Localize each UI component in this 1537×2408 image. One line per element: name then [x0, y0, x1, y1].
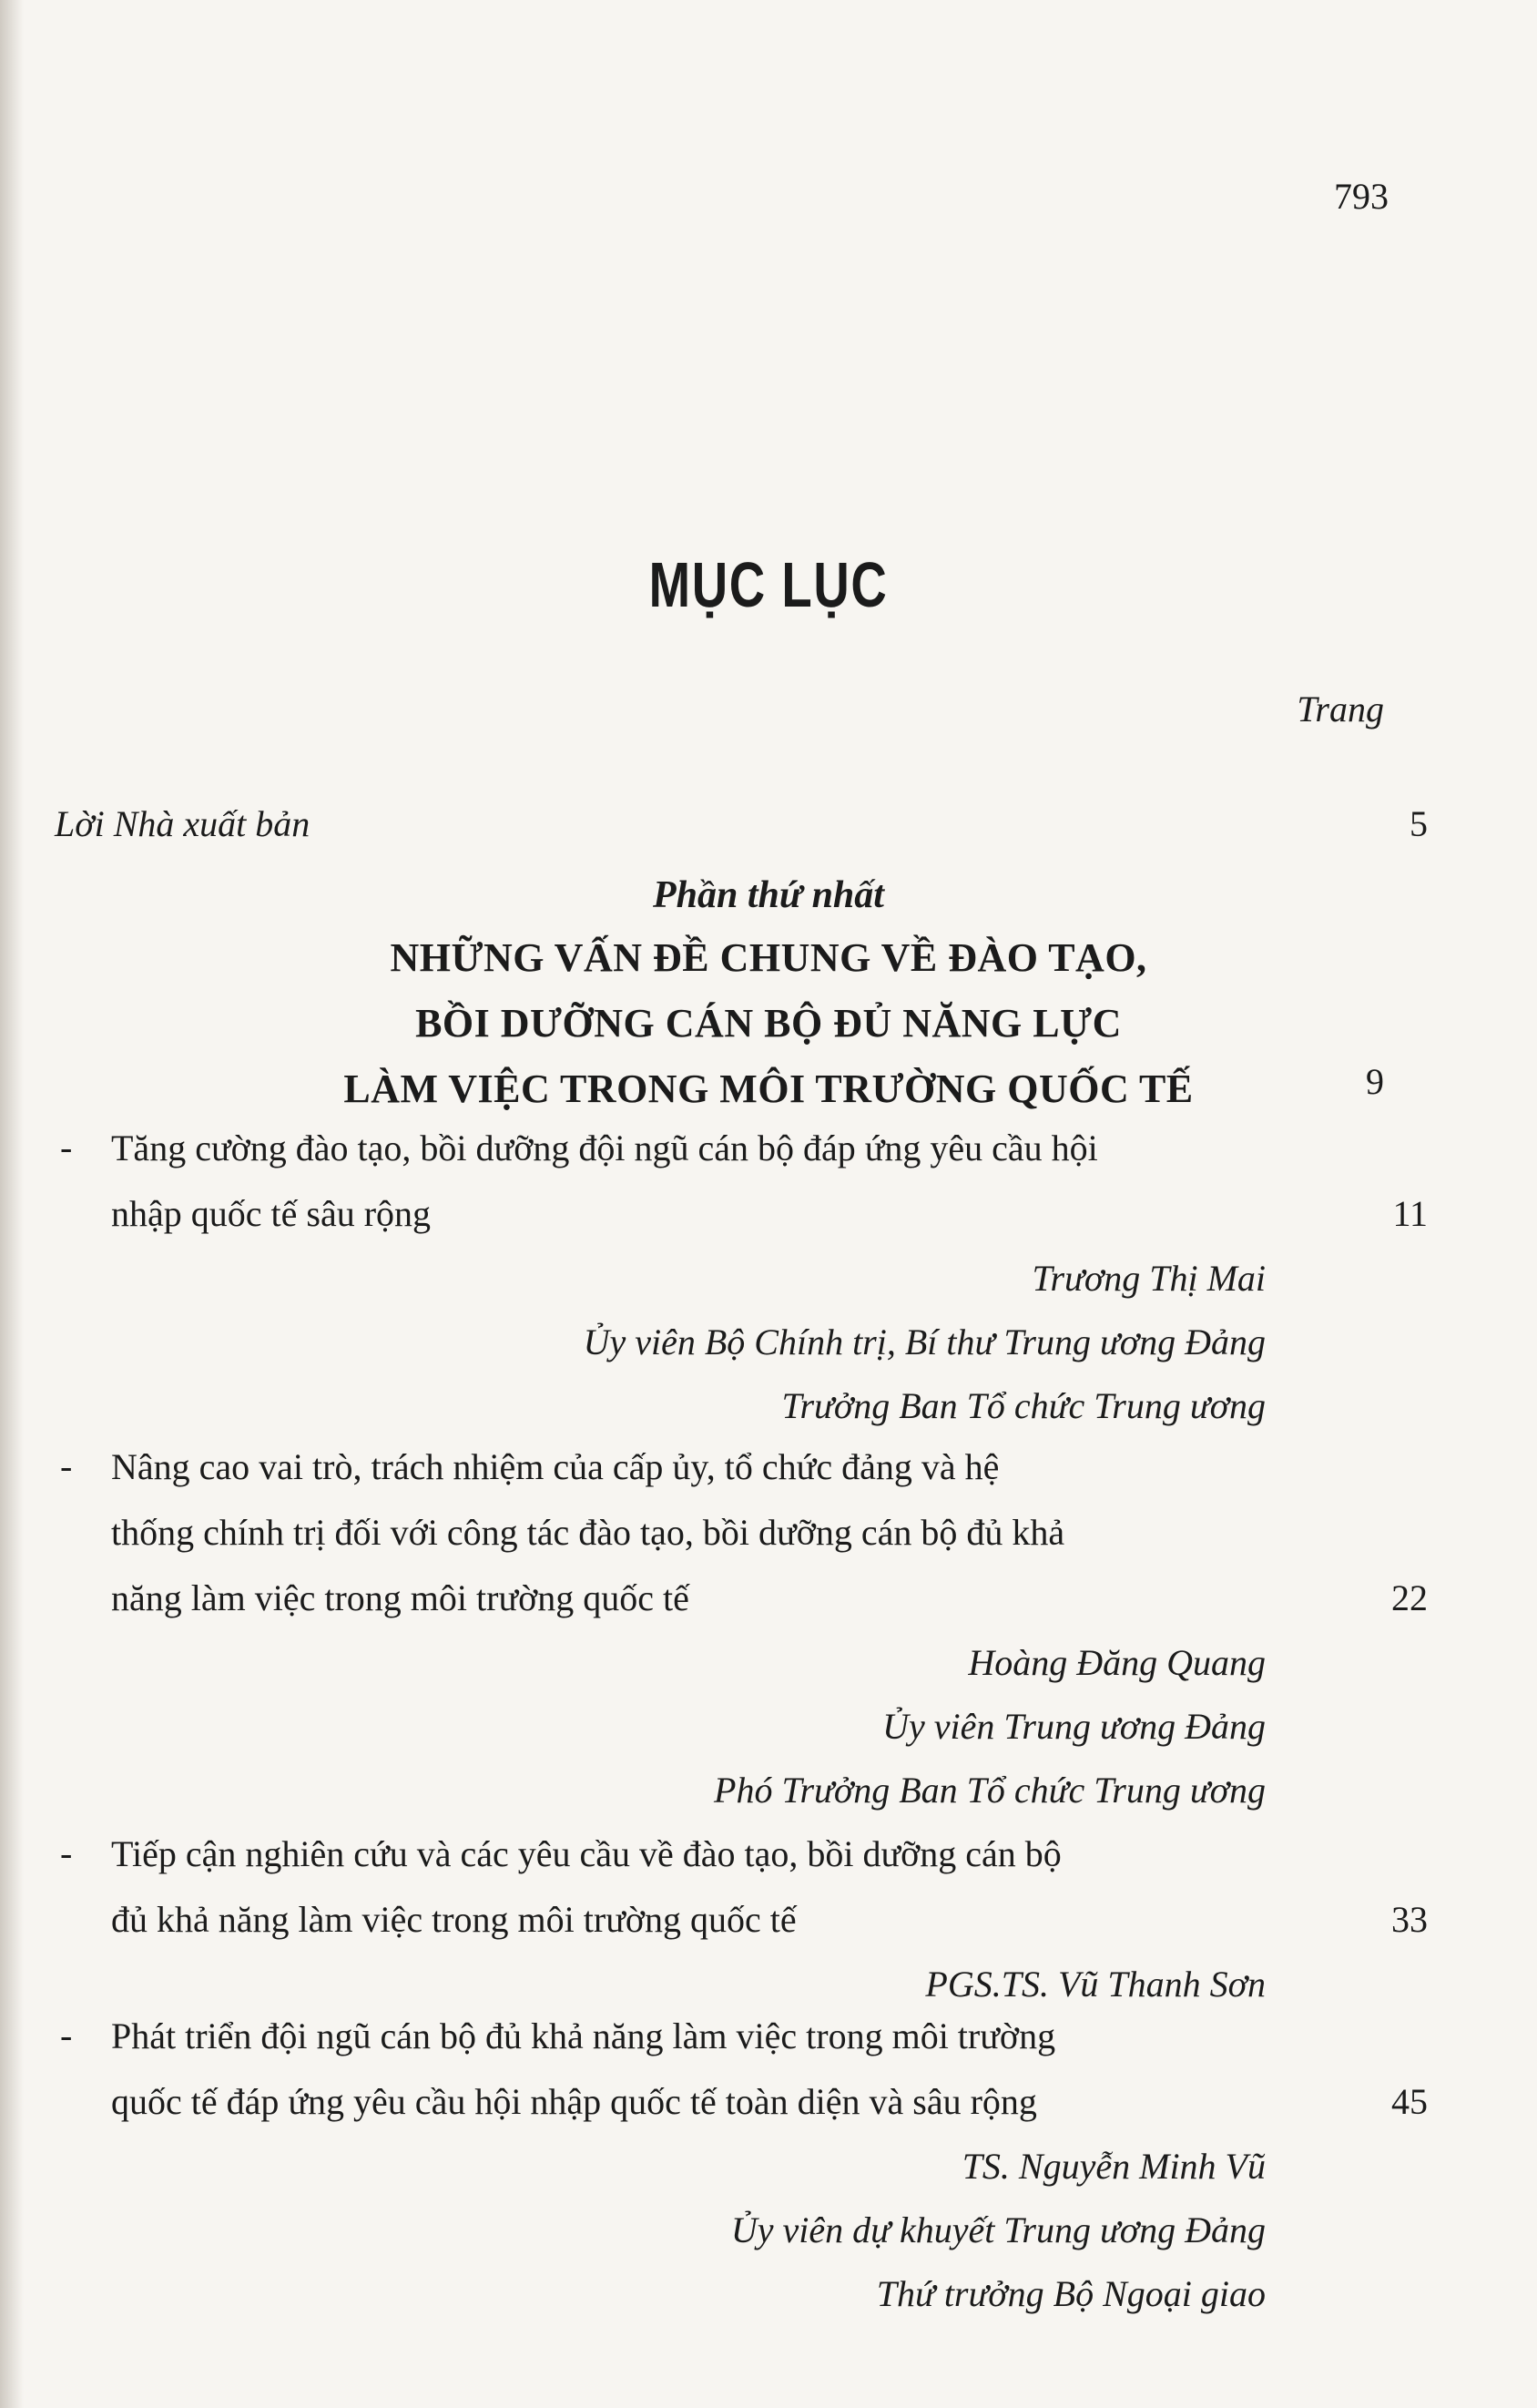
article-title: Nâng cao vai trò, trách nhiệm của cấp ủy, tổ chức đảng và hệ thống chính trị đối với công tác đào tạo, bồi dưỡng cán bộ đủ khả năng làm việc trong môi trường quốc tế — [111, 1446, 1065, 1618]
page-column-label: Trang — [1297, 689, 1384, 730]
bullet-dash: - — [60, 2015, 73, 2056]
author-role: Ủy viên Trung ương Đảng — [882, 1706, 1266, 1747]
article-title: Tăng cường đào tạo, bồi dưỡng đội ngũ cán bộ đáp ứng yêu cầu hội nhập quốc tế sâu rộng — [111, 1127, 1098, 1234]
preface-page: 5 — [1410, 803, 1428, 844]
page-number: 793 — [1334, 176, 1389, 217]
author-name: Hoàng Đăng Quang — [968, 1642, 1266, 1683]
toc-entry-preface[interactable] — [55, 792, 1428, 856]
part-title-line: NHỮNG VẤN ĐỀ CHUNG VỀ ĐÀO TẠO, — [390, 935, 1147, 980]
preface-title: Lời Nhà xuất bản — [55, 803, 310, 844]
toc-title: MỤC LỤC — [648, 549, 889, 620]
article-byline — [55, 2135, 1266, 2326]
part-title-line: LÀM VIỆC TRONG MÔI TRƯỜNG QUỐC TẾ — [343, 1066, 1194, 1111]
author-role: Trưởng Ban Tổ chức Trung ương — [781, 1385, 1266, 1426]
article-page: 33 — [1391, 1899, 1428, 1940]
author-role: Phó Trưởng Ban Tổ chức Trung ương — [714, 1770, 1266, 1811]
bullet-dash: - — [60, 1445, 73, 1486]
author-role: Ủy viên Bộ Chính trị, Bí thư Trung ương Đảng — [583, 1321, 1266, 1362]
author-name: TS. Nguyễn Minh Vũ — [962, 2146, 1266, 2187]
bullet-dash: - — [60, 1832, 73, 1873]
author-role: Ủy viên dự khuyết Trung ương Đảng — [730, 2209, 1266, 2250]
article-page: 11 — [1392, 1193, 1428, 1234]
part-heading — [0, 865, 1537, 1122]
article-page: 22 — [1391, 1577, 1428, 1618]
article-title: Phát triển đội ngũ cán bộ đủ khả năng làm việc trong môi trường quốc tế đáp ứng yêu cầu hội nhập quốc tế toàn diện và sâu rộng — [111, 2015, 1056, 2122]
bullet-dash: - — [60, 1127, 73, 1168]
toc-entry-article[interactable] — [55, 1434, 1428, 1822]
author-name: PGS.TS. Vũ Thanh Sơn — [925, 1964, 1266, 2005]
article-byline — [55, 1247, 1266, 1438]
page-gutter-shadow — [0, 0, 24, 2408]
toc-entry-article[interactable] — [55, 1116, 1428, 1438]
author-role: Thứ trưởng Bộ Ngoại giao — [876, 2273, 1266, 2314]
article-title: Tiếp cận nghiên cứu và các yêu cầu về đào tạo, bồi dưỡng cán bộ đủ khả năng làm việc trong môi trường quốc tế — [111, 1833, 1062, 1940]
author-name: Trương Thị Mai — [1032, 1258, 1266, 1299]
article-page: 45 — [1391, 2081, 1428, 2122]
toc-entry-article[interactable] — [55, 1821, 1428, 2016]
part-page: 9 — [1366, 1061, 1384, 1102]
toc-entry-article[interactable] — [55, 2004, 1428, 2326]
article-byline — [55, 1631, 1266, 1822]
part-label: Phần thứ nhất — [653, 874, 884, 916]
part-title-line: BỒI DƯỠNG CÁN BỘ ĐỦ NĂNG LỰC — [415, 1001, 1122, 1046]
